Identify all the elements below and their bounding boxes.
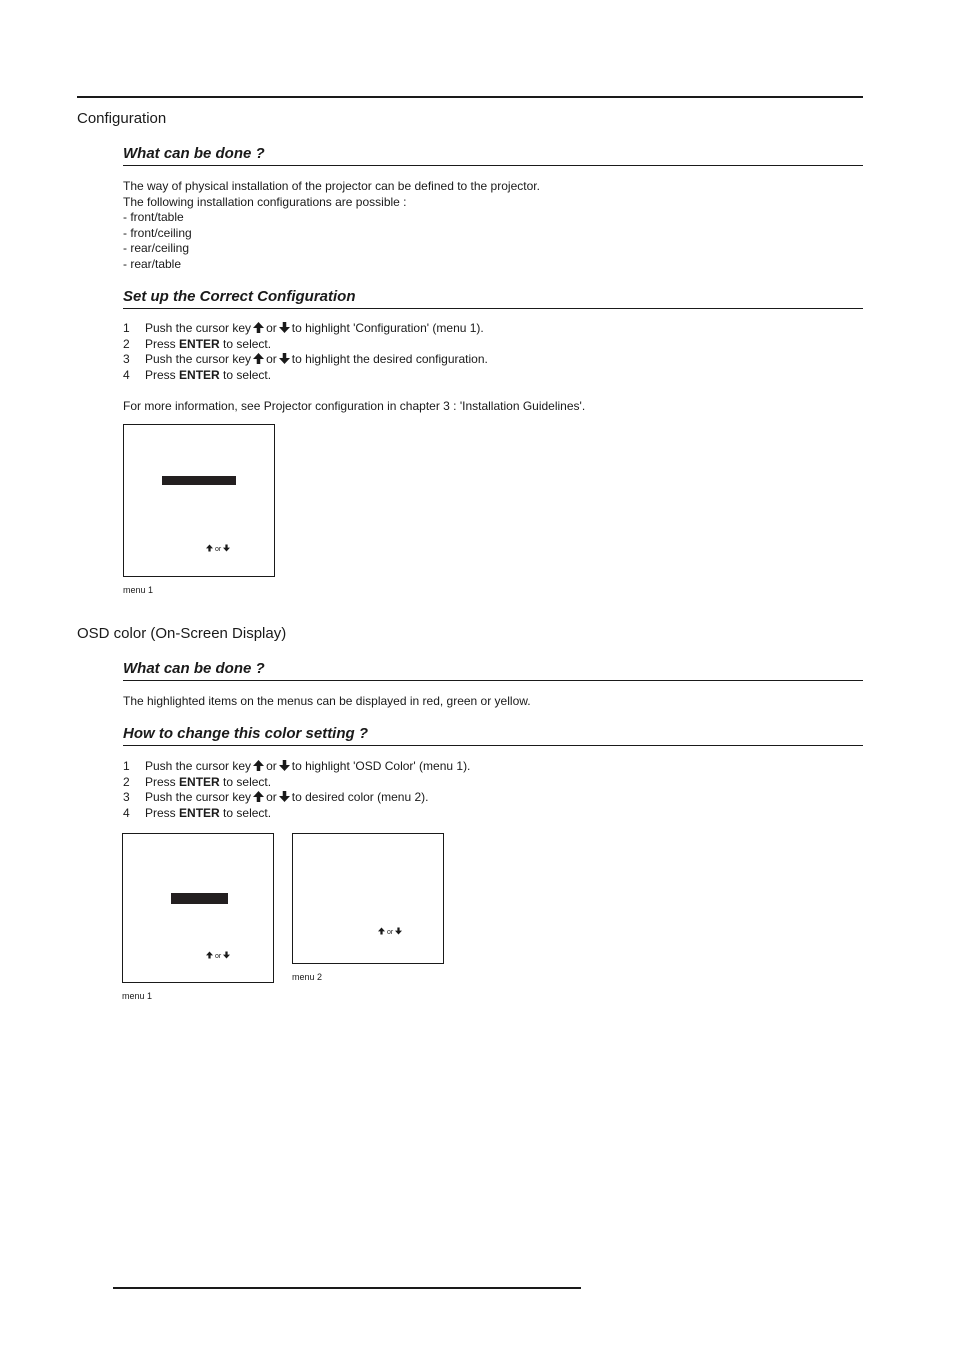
arrow-down-icon <box>279 760 290 771</box>
figure-caption: menu 1 <box>123 585 154 595</box>
section-title-osd-color: OSD color (On-Screen Display) <box>77 625 287 642</box>
arrow-down-icon <box>279 322 290 333</box>
osd-steps <box>123 759 823 821</box>
figure-caption: menu 1 <box>122 991 153 1001</box>
list-item: - front/ceiling <box>123 225 192 240</box>
step-item: 4 Press ENTER to select. <box>123 367 272 382</box>
arrow-up-icon <box>206 544 213 552</box>
menu-figure <box>123 424 275 577</box>
configuration-description <box>123 179 540 272</box>
figure-caption: menu 2 <box>292 972 323 982</box>
enter-key-label: ENTER <box>179 774 220 789</box>
menu-figure-1 <box>122 833 274 983</box>
top-rule <box>77 96 863 98</box>
enter-key-label: ENTER <box>179 336 220 351</box>
list-item: - rear/table <box>123 256 182 271</box>
bottom-rule <box>113 1287 581 1289</box>
arrow-down-icon <box>395 927 402 935</box>
section-title-configuration: Configuration <box>77 110 167 127</box>
arrow-up-icon <box>206 951 213 959</box>
text-line: The way of physical installation of the projector can be defined to the projector. <box>123 179 540 193</box>
list-item: - rear/ceiling <box>123 241 190 255</box>
heading-what-can-be-done: What can be done ? <box>123 145 863 166</box>
highlight-bar <box>162 476 236 485</box>
step-item: 1 Push the cursor key or to highlight 'OSD Color' (menu 1). <box>123 759 471 773</box>
list-item: - front/table <box>123 210 184 224</box>
navigation-hint: or <box>206 951 230 961</box>
step-item: 3 Push the cursor key or to desired color (menu 2). <box>123 790 429 804</box>
enter-key-label: ENTER <box>179 805 220 820</box>
arrow-down-icon <box>279 791 290 802</box>
highlight-bar <box>171 893 228 904</box>
setup-steps <box>123 321 823 383</box>
heading-what-can-be-done: What can be done ? <box>123 660 863 681</box>
heading-setup-configuration: Set up the Correct Configuration <box>123 288 863 309</box>
arrow-down-icon <box>223 544 230 552</box>
osd-description: The highlighted items on the menus can be displayed in red, green or yellow. <box>123 694 531 708</box>
arrow-up-icon <box>253 353 264 364</box>
step-item: 3 Push the cursor key or to highlight the desired configuration. <box>123 352 488 366</box>
navigation-hint: or <box>206 544 230 554</box>
arrow-up-icon <box>253 322 264 333</box>
step-item: 2 Press ENTER to select. <box>123 336 272 351</box>
step-item: 1 Push the cursor key or to highlight 'Configuration' (menu 1). <box>123 321 484 335</box>
enter-key-label: ENTER <box>179 367 220 382</box>
arrow-up-icon <box>378 927 385 935</box>
menu-figure-2 <box>292 833 444 964</box>
step-item: 4 Press ENTER to select. <box>123 805 272 820</box>
step-item: 2 Press ENTER to select. <box>123 774 272 789</box>
arrow-down-icon <box>279 353 290 364</box>
heading-change-color-setting: How to change this color setting ? <box>123 725 863 746</box>
text-line: The following installation configurations are possible : <box>123 194 407 209</box>
more-info-note: For more information, see Projector configuration in chapter 3 : 'Installation Guidelines'. <box>123 399 586 413</box>
arrow-up-icon <box>253 791 264 802</box>
arrow-down-icon <box>223 951 230 959</box>
navigation-hint: or <box>378 927 402 937</box>
arrow-up-icon <box>253 760 264 771</box>
